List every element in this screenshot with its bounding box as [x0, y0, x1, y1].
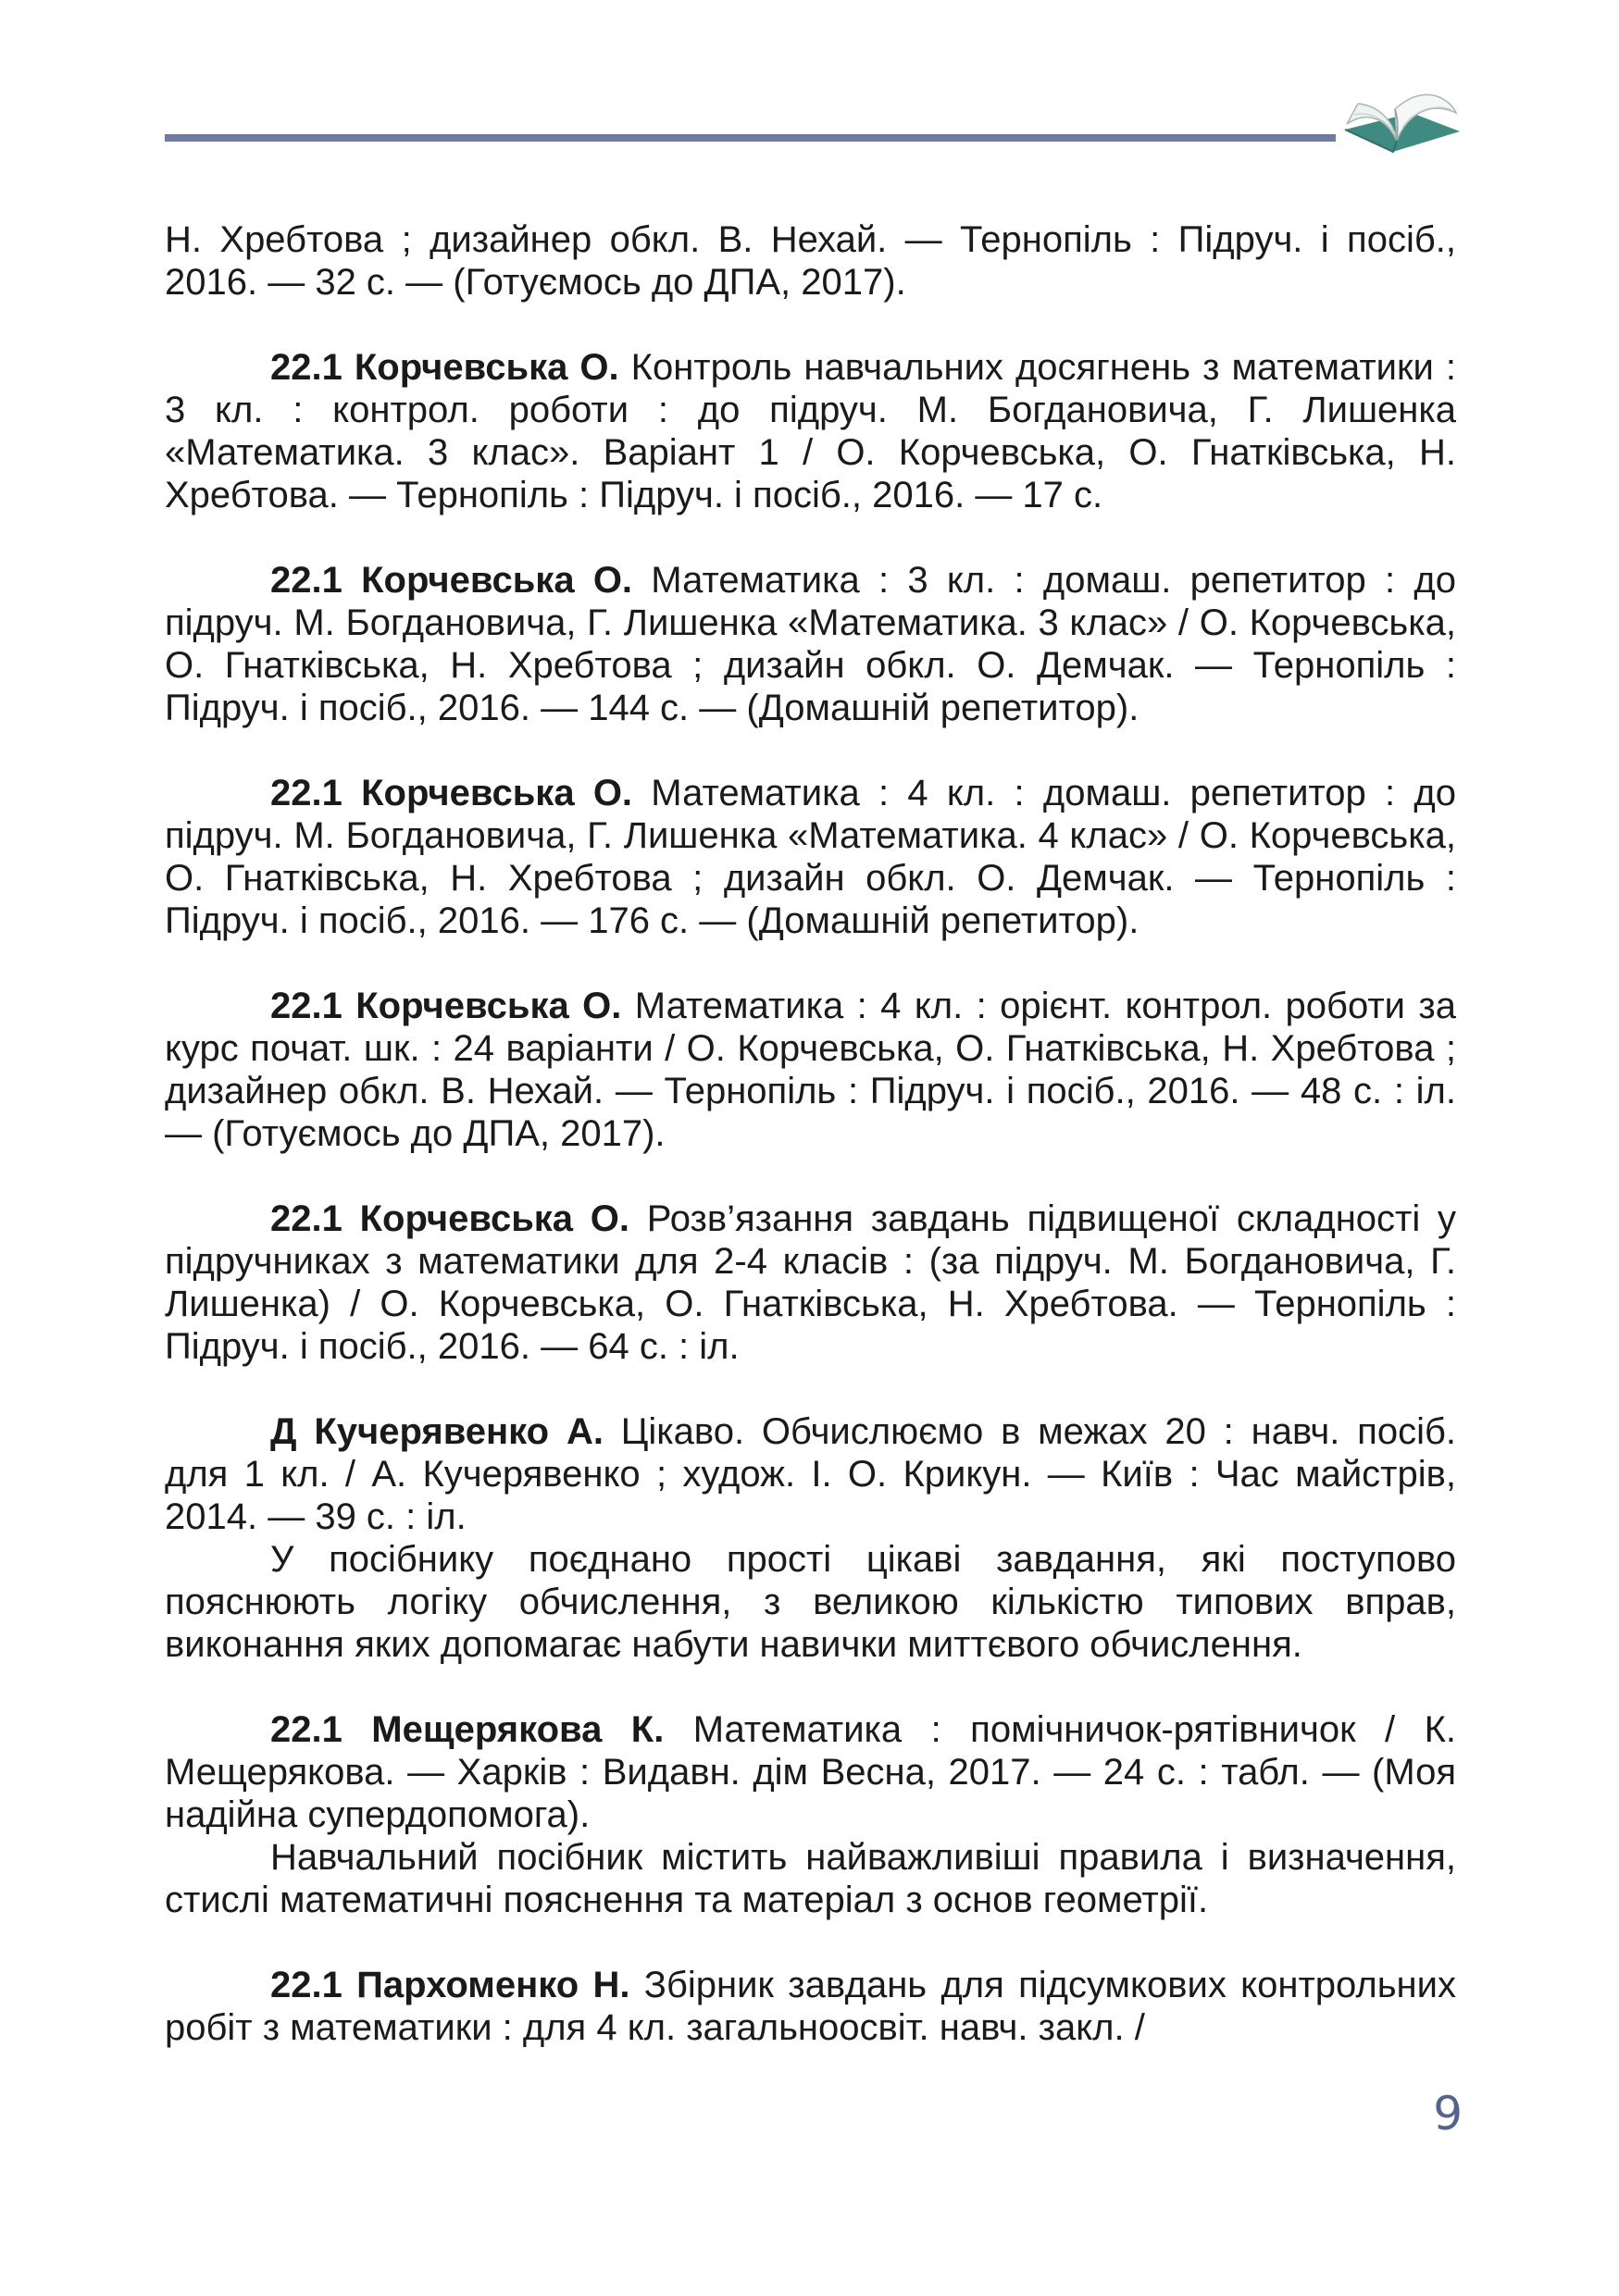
- entry-author: Д Кучерявенко А.: [270, 1411, 604, 1452]
- bibliography-entry: [165, 1964, 1456, 2049]
- entry-text: Н. Хребтова ; дизайнер обкл. В. Нехай. — Тернопіль : Підруч. і посіб., 2016. — 32 с. — (Готуємось до ДПА, 2017).: [165, 219, 1456, 303]
- entry-text: Математика : 3 кл. : домаш. репетитор : до підруч. М. Богдановича, Г. Лишенка «Математика. 3 клас» / О. Корчевська, О. Гнатківська, Н. Хребтова ; дизайн обкл. О. Демчак. — Тернопіль : Підруч. і посіб., 2016. — 144 с. — (Домашній репетитор).: [165, 560, 1456, 728]
- entry-annotation: У посібнику поєднано прості цікаві завдання, які поступово пояснюють логіку обчислення, з великою кількістю типових вправ, виконання яких допомагає набути навички миттєвого обчислення.: [165, 1539, 1456, 1665]
- entry-author: 22.1 Корчевська О.: [270, 1198, 630, 1239]
- entry-author: 22.1 Корчевська О.: [270, 773, 633, 813]
- entry-text: Цікаво. Обчислюємо в межах 20 : навч. посіб. для 1 кл. / А. Кучерявенко ; худож. І. О. Крикун. — Київ : Час майстрів, 2014. — 39 с. : іл.: [165, 1411, 1456, 1537]
- entry-author: 22.1 Мещерякова К.: [270, 1709, 665, 1750]
- bibliography-entry: [165, 559, 1456, 729]
- entry-text: Контроль навчальних досягнень з математики : 3 кл. : контрол. роботи : до підруч. М. Богдановича, Г. Лишенка «Математика. 3 клас». Варіант 1 / О. Корчевська, О. Гнатківська, Н. Хребтова. — Тернопіль : Підруч. і посіб., 2016. — 17 с.: [165, 347, 1456, 515]
- entry-text: Розв’язання завдань підвищеної складності у підручниках з математики для 2-4 класів : (за підруч. М. Богдановича, Г. Лишенка) / О. Корчевська, О. Гнатківська, Н. Хребтова. — Тернопіль : Підруч. і посіб., 2016. — 64 с. : іл.: [165, 1198, 1456, 1367]
- header-rule: [165, 134, 1336, 142]
- entry-author: 22.1 Корчевська О.: [270, 347, 619, 388]
- entry-annotation: Навчальний посібник містить найважливіші правила і визначення, стислі математичні пояснення та матеріал з основ геометрії.: [165, 1837, 1456, 1920]
- bibliography-entry: [165, 985, 1456, 1155]
- bibliography-entry: [165, 1410, 1456, 1666]
- bibliography-entry: [165, 772, 1456, 942]
- bibliography-list: [165, 218, 1456, 2091]
- entry-text: Математика : 4 кл. : орієнт. контрол. роботи за курс почат. шк. : 24 варіанти / О. Корчевська, О. Гнатківська, Н. Хребтова ; дизайнер обкл. В. Нехай. — Тернопіль : Підруч. і посіб., 2016. — 48 с. : іл. — (Готуємось до ДПА, 2017).: [165, 986, 1456, 1154]
- bibliography-entry: [165, 1198, 1456, 1368]
- open-book-icon: [1338, 76, 1467, 168]
- bibliography-entry: [165, 1708, 1456, 1921]
- entry-author: 22.1 Корчевська О.: [270, 986, 622, 1026]
- page-number: 9: [1433, 2087, 1463, 2141]
- entry-author: 22.1 Пархоменко Н.: [270, 1965, 630, 2005]
- entry-continuation: [165, 218, 1456, 304]
- entry-text: Збірник завдань для підсумкових контрольних робіт з математики : для 4 кл. загальноосвіт. навч. закл. /: [165, 1965, 1456, 2048]
- entry-text: Математика : 4 кл. : домаш. репетитор : до підруч. М. Богдановича, Г. Лишенка «Математика. 4 клас» / О. Корчевська, О. Гнатківська, Н. Хребтова ; дизайн обкл. О. Демчак. — Тернопіль : Підруч. і посіб., 2016. — 176 с. — (Домашній репетитор).: [165, 773, 1456, 941]
- entry-author: 22.1 Корчевська О.: [270, 560, 633, 601]
- bibliography-entry: [165, 346, 1456, 516]
- entry-text: Математика : помічничок-рятівничок / К. Мещерякова. — Харків : Видавн. дім Весна, 2017. — 24 с. : табл. — (Моя надійна супердопомога).: [165, 1709, 1456, 1835]
